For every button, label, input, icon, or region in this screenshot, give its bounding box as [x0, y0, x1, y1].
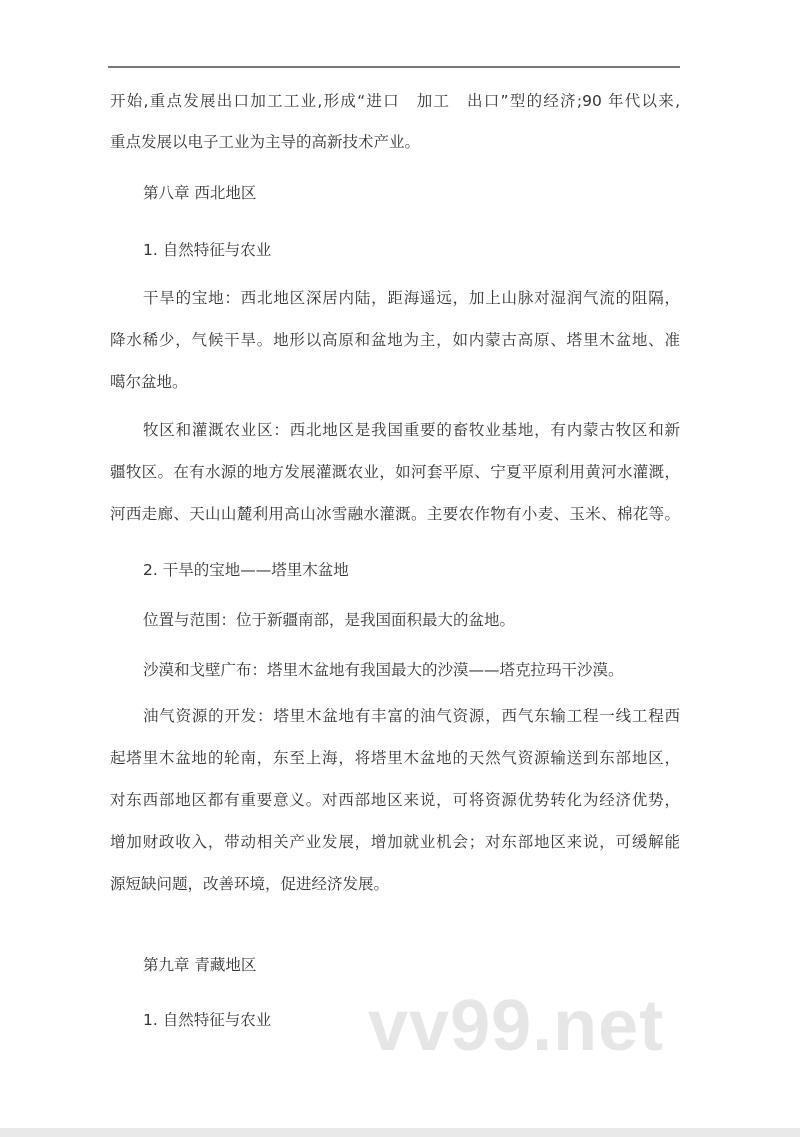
- paragraph-line: 牧区和灌溉农业区：西北地区是我国重要的畜牧业基地，有内蒙古牧区和新: [143, 421, 680, 439]
- paragraph-line: 对东西部地区都有重要意义。对西部地区来说，可将资源优势转化为经济优势，: [110, 791, 680, 809]
- paragraph-line: 噶尔盆地。: [110, 373, 188, 391]
- paragraph-line: 干旱的宝地：西北地区深居内陆，距海遥远，加上山脉对湿润气流的阻隔，: [143, 289, 680, 307]
- paragraph-line: 起塔里木盆地的轮南，东至上海，将塔里木盆地的天然气资源输送到东部地区，: [110, 749, 680, 767]
- watermark: vv99.net: [368, 986, 665, 1066]
- paragraph-line: 位置与范围：位于新疆南部，是我国面积最大的盆地。: [143, 611, 516, 629]
- paragraph-line: 重点发展以电子工业为主导的高新技术产业。: [110, 133, 421, 151]
- paragraph-line: 河西走廊、天山山麓利用高山冰雪融水灌溉。主要农作物有小麦、玉米、棉花等。: [110, 505, 680, 523]
- page-bottom-edge: [0, 1128, 800, 1137]
- section-heading: 1. 自然特征与农业: [143, 1011, 272, 1029]
- paragraph-line: 降水稀少，气候干旱。地形以高原和盆地为主，如内蒙古高原、塔里木盆地、准: [110, 331, 680, 349]
- paragraph-line: 疆牧区。在有水源的地方发展灌溉农业，如河套平原、宁夏平原利用黄河水灌溉，: [110, 463, 680, 481]
- paragraph-line: 沙漠和戈壁广布：塔里木盆地有我国最大的沙漠——塔克拉玛干沙漠。: [143, 661, 624, 679]
- paragraph-line: 增加财政收入，带动相关产业发展，增加就业机会；对东部地区来说，可缓解能: [110, 833, 680, 851]
- section-heading: 2. 干旱的宝地——塔里木盆地: [143, 561, 349, 579]
- paragraph-line: 油气资源的开发：塔里木盆地有丰富的油气资源，西气东输工程一线工程西: [143, 707, 680, 725]
- chapter-heading: 第八章 西北地区: [143, 184, 257, 202]
- header-rule: [108, 66, 680, 68]
- paragraph-line: 开始,重点发展出口加工工业,形成“进口 加工 出口”型的经济;90 年代以来,: [110, 92, 680, 110]
- section-heading: 1. 自然特征与农业: [143, 241, 272, 259]
- paragraph-line: 源短缺问题，改善环境，促进经济发展。: [110, 875, 390, 893]
- chapter-heading: 第九章 青藏地区: [143, 956, 257, 974]
